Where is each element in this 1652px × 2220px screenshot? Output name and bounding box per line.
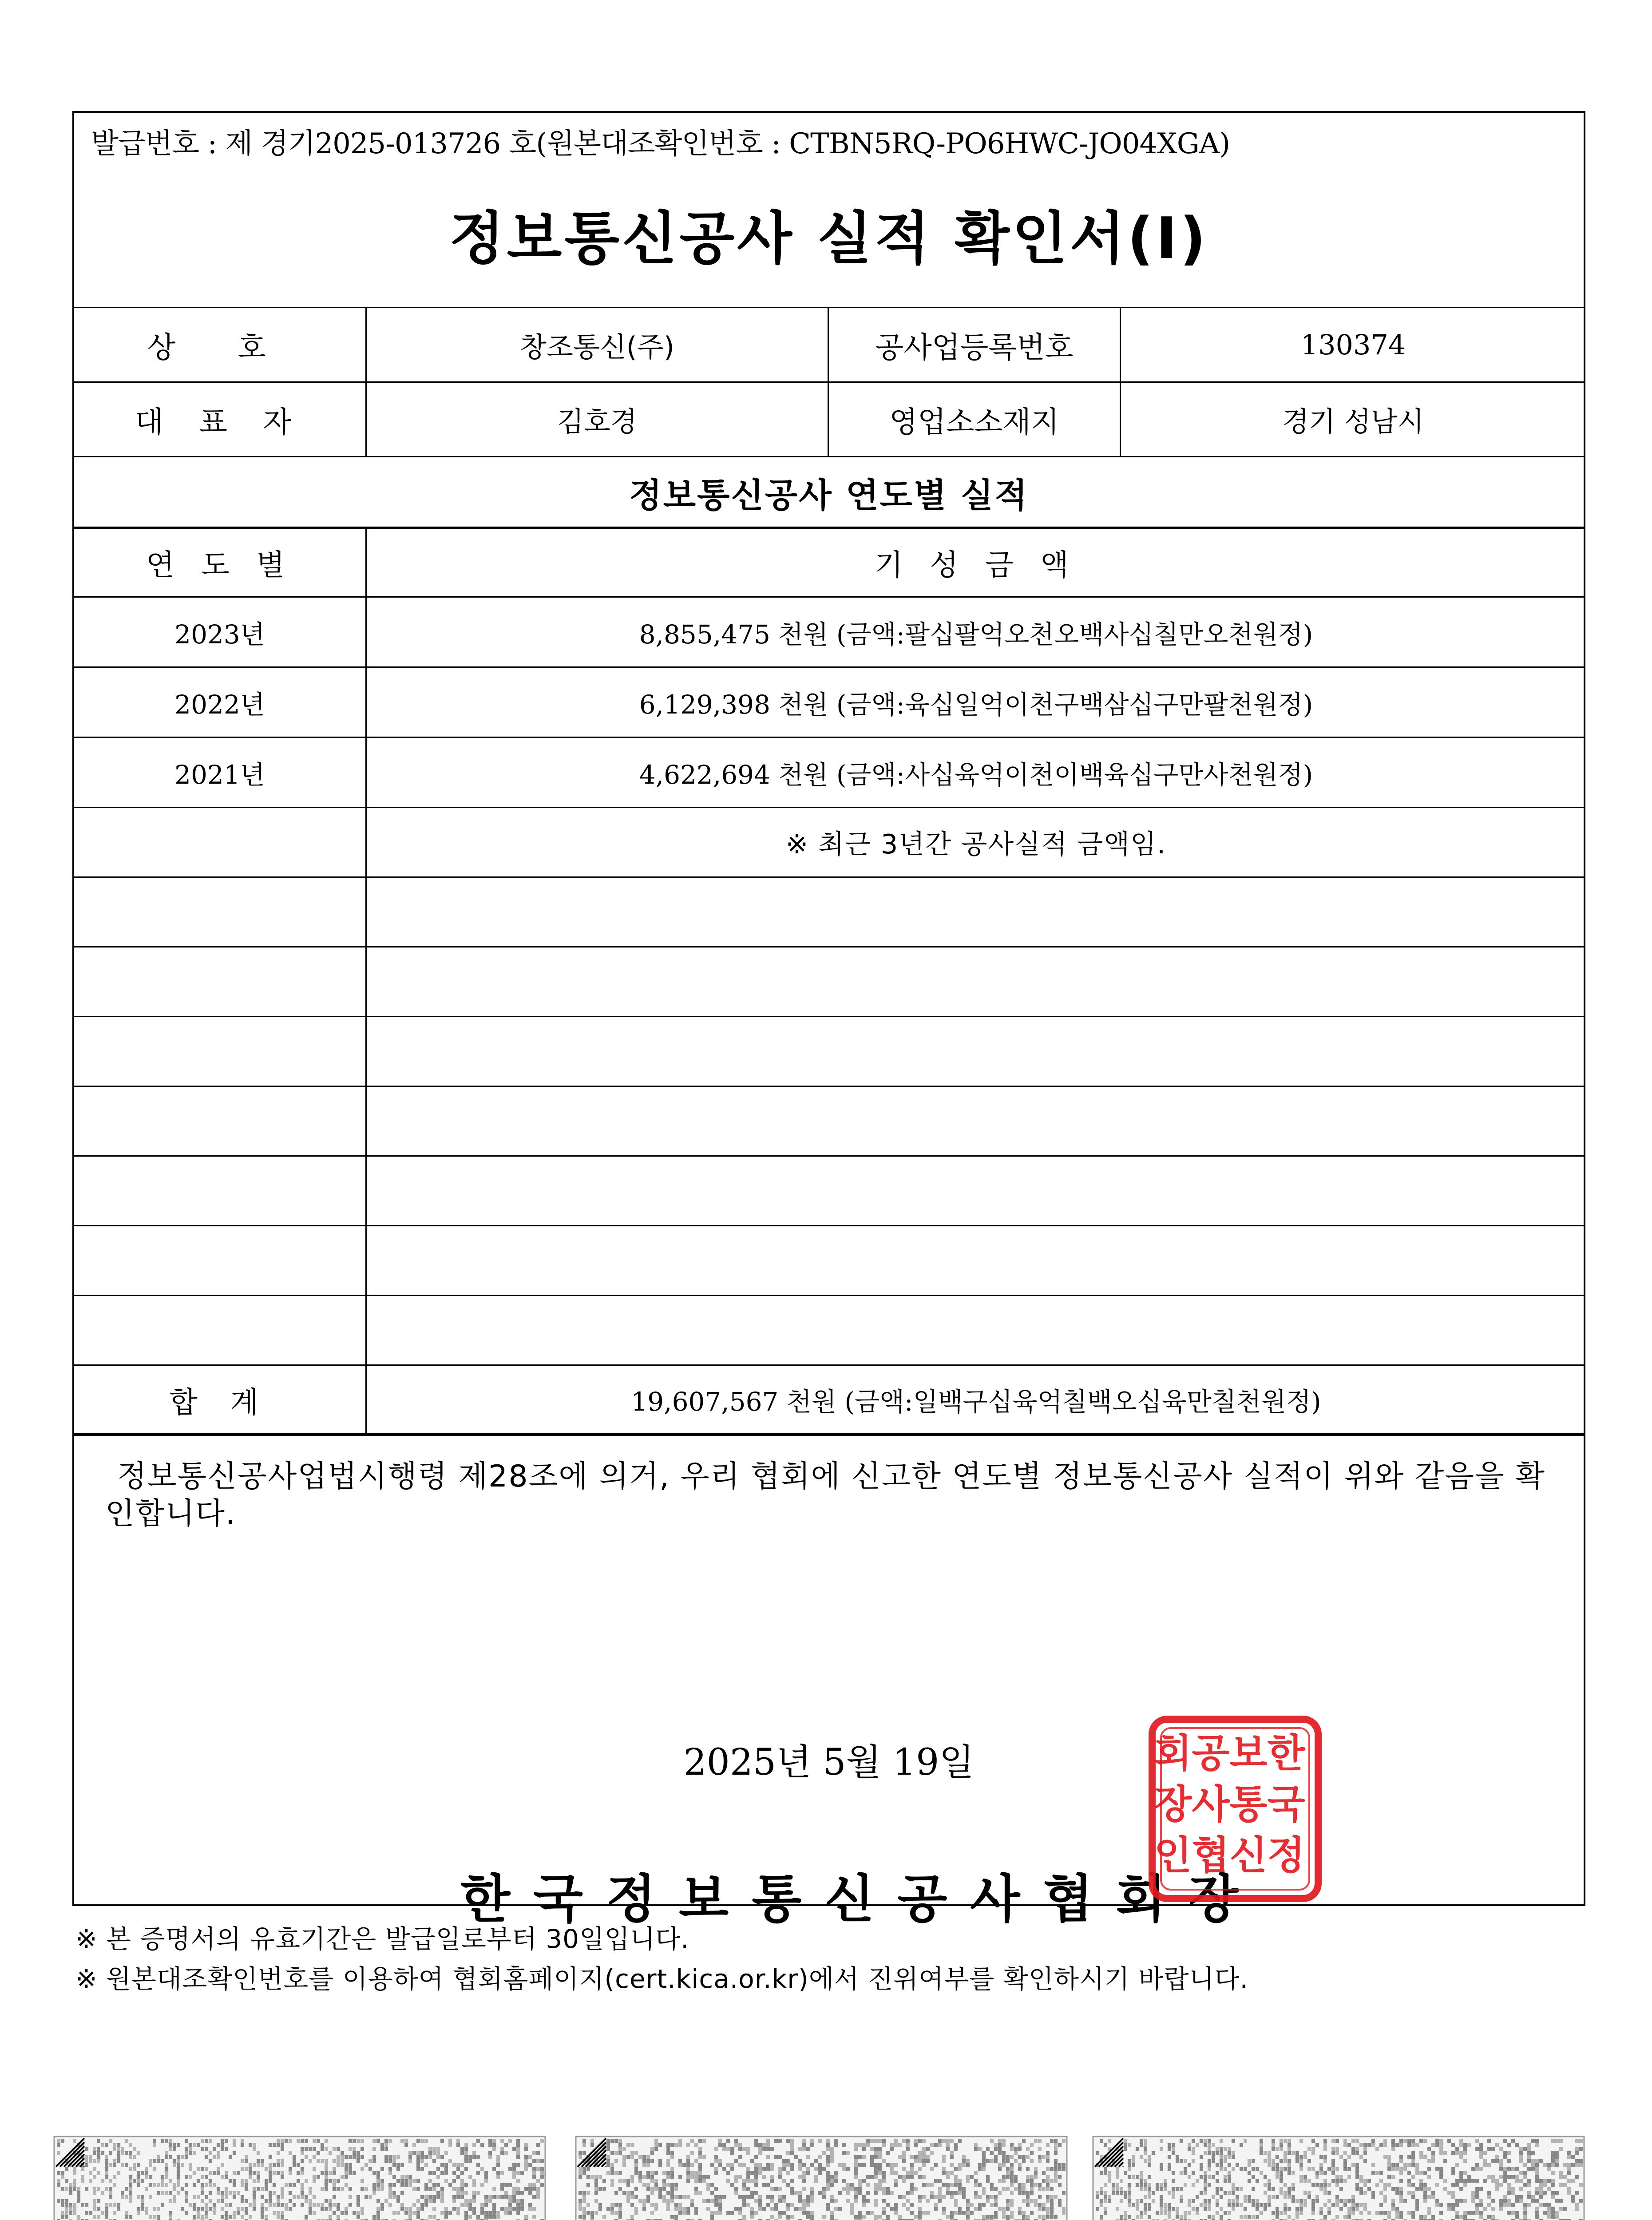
table-row-year: 2023년: [174, 619, 265, 650]
issuer-name: 한국정보통신공사협회장: [460, 1869, 1262, 1929]
divider: [74, 1155, 1584, 1157]
certificate-frame: [72, 111, 1585, 1929]
svg-text:정: 정: [1267, 1832, 1305, 1878]
document-title: 정보통신공사 실적 확인서(Ⅰ): [449, 206, 1208, 272]
footnote-verification: ※ 원본대조확인번호를 이용하여 협회홈페이지(cert.kica.or.kr)에서 진위여부를 확인하시기 바랍니다.: [75, 1964, 1248, 1994]
divider: [74, 946, 1584, 947]
representative-value: 김호경: [557, 405, 637, 438]
table-row-year: 2021년: [174, 759, 265, 790]
svg-text:회: 회: [1154, 1730, 1192, 1776]
section-title: 정보통신공사 연도별 실적: [629, 475, 1029, 515]
divider: [74, 1225, 1584, 1226]
registration-number-value: 130374: [1300, 329, 1406, 361]
table-row-amount: 4,622,694 천원 (금액:사십육억이천이백육십구만사천원정): [639, 759, 1313, 790]
svg-text:장: 장: [1154, 1781, 1192, 1827]
svg-text:한: 한: [1267, 1730, 1305, 1776]
total-amount: 19,607,567 천원 (금액:일백구십육억칠백오십육만칠천원정): [631, 1387, 1321, 1417]
registration-number-label: 공사업등록번호: [875, 330, 1074, 365]
svg-text:통: 통: [1229, 1781, 1268, 1827]
company-name-value: 창조통신(주): [520, 331, 674, 363]
divider: [74, 1295, 1584, 1296]
svg-text:신: 신: [1229, 1832, 1268, 1878]
footnote-validity: ※ 본 증명서의 유효기간은 발급일로부터 30일입니다.: [75, 1924, 689, 1954]
confirmation-paragraph: 정보통신공사업법시행령 제28조에 의거, 우리 협회에 신고한 연도별 정보통신공사 실적이 위와 같음을 확인합니다.: [105, 1459, 1545, 1531]
year-column-header: 연 도 별: [146, 547, 294, 582]
office-location-label: 영업소소재지: [889, 405, 1059, 439]
table-note: ※ 최근 3년간 공사실적 금액임.: [785, 829, 1167, 860]
svg-text:보: 보: [1229, 1730, 1268, 1776]
svg-text:사: 사: [1192, 1781, 1230, 1827]
security-barcode-3: [1092, 2136, 1585, 2220]
security-barcode-2: [575, 2136, 1068, 2220]
table-row-year: 2022년: [174, 689, 265, 720]
representative-label: 대 표 자: [135, 405, 305, 439]
svg-text:공: 공: [1192, 1730, 1230, 1776]
table-row-amount: 6,129,398 천원 (금액:육십일억이천구백삼십구만팔천원정): [639, 689, 1313, 720]
amount-column-header: 기 성 금 액: [875, 547, 1078, 582]
divider: [74, 1086, 1584, 1087]
svg-text:협: 협: [1192, 1832, 1230, 1878]
issue-number: 발급번호 : 제 경기2025-013726 호(원본대조확인번호 : CTBN5RQ-PO6HWC-JO04XGA): [91, 127, 1230, 160]
office-location-value: 경기 성남시: [1282, 405, 1424, 438]
total-label: 합 계: [169, 1385, 270, 1419]
divider: [74, 1433, 1584, 1436]
divider: [74, 876, 1584, 878]
table-row-amount: 8,855,475 천원 (금액:팔십팔억오천오백사십칠만오천원정): [639, 619, 1313, 650]
svg-text:인: 인: [1154, 1832, 1192, 1878]
divider: [74, 1016, 1584, 1017]
official-seal: [1144, 1711, 1326, 1907]
company-name-label: 상 호: [147, 330, 293, 365]
security-barcode-1: [53, 2136, 546, 2220]
svg-text:국: 국: [1267, 1781, 1305, 1827]
issue-date: 2025년 5월 19일: [683, 1741, 975, 1784]
